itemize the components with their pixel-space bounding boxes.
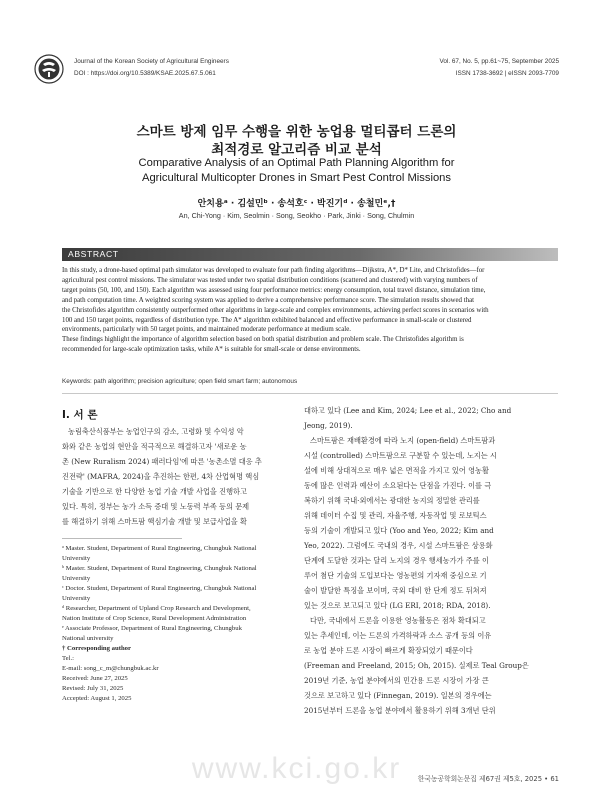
abstract-line: and path computation time. A weighted scoring system was applied to derive a comprehensive performance score. The simulation results showed that — [62, 296, 475, 304]
abstract-bar — [62, 248, 558, 261]
keywords — [62, 378, 558, 385]
body-line: 를 해결하기 위해 스마트팜 핵심기술 개발 및 보급사업을 확 — [62, 517, 247, 526]
body-line: 단계에 도달한 것과는 달리 노지의 경우 행세농가가 주를 이 — [304, 556, 489, 565]
abstract-line: target points (50, 100, and 150). Each algorithm was assessed using four performance metrics: energy consumption, total travel distance, simulation time, — [62, 286, 486, 294]
footnote-line: National university — [62, 635, 114, 642]
abstract-line: In this study, a drone-based optimal path simulator was developed to evaluate four path finding algorithms—Dijkstra, A*, D* Lite, and Christofides—for — [62, 267, 485, 274]
body-line: 스마트팜은 재배환경에 따라 노지 (open-field) 스마트팜과 — [310, 436, 496, 445]
footnote-line: ᵇ Master. Student, Department of Rural Engineering, Chungbuk National — [62, 565, 257, 572]
footnote-line: ᶜ Doctor. Student, Department of Rural Engineering, Chungbuk National — [62, 585, 257, 592]
divider — [62, 393, 558, 394]
article-doi[interactable]: DOI : https://doi.org/10.5389/KSAE.2025.67.5.061 — [74, 70, 216, 77]
body-line: 동에 많은 인력과 예산이 소요된다는 단점을 가진다. 이를 극 — [304, 481, 492, 490]
body-line: 있는 추세인데, 이는 드론의 가격하락과 소스 공개 등의 이유 — [304, 631, 492, 640]
body-line: 화와 같은 농업의 현안을 적극적으로 해결하고자 '새로운 농 — [62, 442, 247, 451]
abstract-line: 100 and 150 target points, regardless of distribution type. The A* algorithm exhibited balanced and effective performance in small-scale or clustered — [62, 316, 472, 324]
revised-date: Revised: July 31, 2025 — [62, 685, 124, 692]
section-heading: Ⅰ. 서 론 — [62, 409, 98, 421]
korean-title-line1: 스마트 방제 임무 수행을 위한 농업용 멀티콥터 드론의 — [136, 124, 457, 140]
body-line: (Freeman and Freeland, 2015; Oh, 2015). 실제로 Teal Group은 — [304, 661, 529, 670]
footnote-line: ᵈ Researcher, Department of Upland Crop Research and Development, — [62, 605, 251, 612]
corresponding-author-label: † Corresponding author — [62, 645, 131, 652]
footnote-line: University — [62, 575, 91, 582]
body-line: 위해 데이터 수집 및 관리, 자율주행, 자동작업 및 로보틱스 — [304, 511, 487, 520]
accepted-date: Accepted: August 1, 2025 — [62, 695, 132, 702]
authors-english: An, Chi-Yong · Kim, Seolmin · Song, Seokho · Park, Jinki · Song, Chulmin — [178, 211, 415, 220]
keywords-list: path algorithm; precision agriculture; open field smart farm; autonomous — [93, 378, 298, 385]
body-line: 진전략' (MAFRA, 2024)을 추진하는 한편, 4차 산업혁명 핵심 — [62, 472, 260, 481]
authors-korean: 안치용ᵃ · 김설민ᵇ · 송석호ᶜ · 박진기ᵈ · 송철민ᵉ,† — [197, 199, 396, 209]
abstract-line: These findings highlight the importance of algorithm selection based on both spatial distribution and problem scale. The Christofides algorithm is — [62, 336, 464, 344]
issn-info: ISSN 1738-3692 | eISSN 2093-7709 — [455, 70, 559, 77]
body-line: 설에 비해 상대적으로 매우 넓은 면적을 가지고 있어 영농활 — [304, 466, 489, 475]
abstract-line: recommended for large-scale optimization tasks, while A* is suitable for small-scale or dense environments. — [62, 346, 361, 354]
body-line: Yeo, 2022). 그럼에도 국내의 경우, 시설 스마트팜은 상용화 — [304, 541, 493, 550]
abstract-text — [62, 266, 558, 355]
body-line: 다만, 국내에서 드론을 이용한 영농활동은 점차 확대되고 — [310, 616, 486, 625]
body-line: 2019년 기준, 농업 분야에서의 민간용 드론 시장이 가장 큰 — [304, 676, 489, 685]
body-line: 등의 기술이 개발되고 있다 (Yoo and Yeo, 2022; Kim and — [304, 526, 494, 535]
body-line: Jeong, 2019). — [304, 421, 353, 430]
keywords-label: Keywords: — [62, 378, 92, 385]
body-line: 것으로 보고하고 있다 (Finnegan, 2019). 일본의 경우에는 — [304, 691, 492, 700]
body-line: 농림축산식품부는 농업인구의 감소, 고령화 및 수익성 악 — [68, 427, 244, 436]
footnote-line: ᵃ Master. Student, Department of Rural Engineering, Chungbuk National — [62, 545, 257, 552]
abstract-line: environments, particularly with 50 target points, and maintained moderate performance at medium scale. — [62, 326, 351, 334]
footnote-line: University — [62, 595, 91, 602]
page-footer: 한국농공학회논문집 제67권 제5호, 2025 • 61 — [417, 775, 559, 783]
body-line: 2015년부터 드론을 농업 분야에서 활용하기 위해 3개년 단위 — [304, 706, 496, 715]
body-line: 있는 것으로 보고되고 있다 (LG ERI, 2018; RDA, 2018). — [304, 601, 491, 610]
author-email[interactable]: E-mail: song_c_m@chungbuk.ac.kr — [62, 665, 159, 672]
english-title-line1: Comparative Analysis of an Optimal Path Planning Algorithm for — [138, 157, 455, 169]
body-line: 있다. 특히, 정부는 농가 소득 증대 및 노동력 부족 등의 문제 — [62, 502, 250, 511]
body-line: 술이 발달한 특징을 보이며, 국외 대비 한 단계 정도 뒤쳐져 — [304, 586, 487, 595]
body-line: 로 농업 분야 드론 시장이 빠르게 확장되었기 때문이다 — [304, 646, 473, 655]
body-line: 기술을 기반으로 한 다양한 농업 기술 개발 사업을 진행하고 — [62, 487, 247, 496]
footnote-line: University — [62, 555, 91, 562]
footnote-line: Nation Institute of Crop Science, Rural Development Administration — [62, 615, 247, 622]
body-line: 루어 첨단 기술의 도입보다는 영농편의 기자재 중심으로 기 — [304, 571, 487, 580]
abstract-label: ABSTRACT — [68, 249, 119, 259]
korean-title-line2: 최적경로 알고리즘 비교 분석 — [211, 142, 382, 158]
journal-logo-icon — [34, 54, 64, 84]
body-line: 대하고 있다 (Lee and Kim, 2024; Lee et al., 2022; Cho and — [304, 406, 512, 415]
watermark: www.kci.go.kr — [191, 752, 402, 785]
received-date: Received: June 27, 2025 — [62, 675, 128, 682]
english-title-line2: Agricultural Multicopter Drones in Smart Pest Control Missions — [141, 172, 451, 184]
footnote-line: ᵉ Associate Professor, Department of Rural Engineering, Chungbuk — [62, 625, 242, 632]
footnote-divider — [62, 538, 182, 539]
volume-info: Vol. 67, No. 5, pp.61~75, September 2025 — [439, 58, 559, 65]
footnote-line: Tel.: — [62, 655, 74, 662]
abstract-line: the Christofides algorithm consistently outperformed other algorithms in large-scale and complex environments, achieving perfect scores in scenarios with — [62, 306, 489, 314]
abstract-line: agricultural pest control missions. The simulator was tested under two spatial distribution conditions (scattered and clustered) with varying numbers of — [62, 276, 478, 284]
journal-name: Journal of the Korean Society of Agricultural Engineers — [74, 58, 229, 65]
body-line: 촌 (New Ruralism 2024) 패러다임'에 따른 '농촌소멸 대응 추 — [62, 457, 262, 466]
body-line: 복하기 위해 국내·외에서는 광대한 농지의 정밀한 관리를 — [304, 496, 480, 505]
body-line: 시설 (controlled) 스마트팜으로 구분할 수 있는데, 노지는 시 — [304, 451, 497, 460]
